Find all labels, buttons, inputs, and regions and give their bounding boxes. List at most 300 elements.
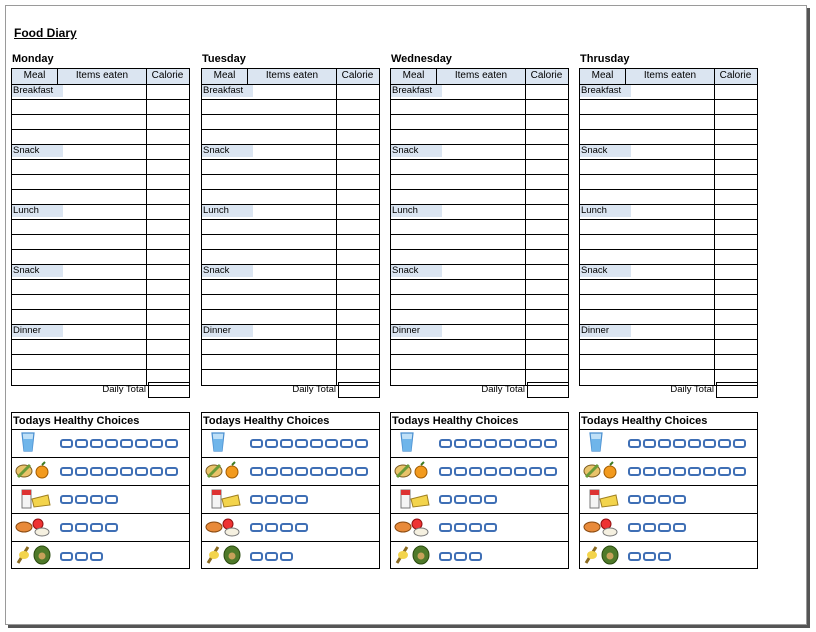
serving-checkbox[interactable] [75, 523, 88, 532]
table-row [391, 130, 568, 145]
serving-checkbox[interactable] [265, 495, 278, 504]
calorie-cell[interactable] [526, 310, 567, 324]
items-cell[interactable] [12, 325, 147, 339]
items-cell[interactable] [12, 355, 147, 369]
table-header [202, 69, 379, 85]
serving-checkbox[interactable] [454, 495, 467, 504]
calorie-cell[interactable] [526, 115, 567, 129]
serving-checkbox[interactable] [484, 495, 497, 504]
calorie-cell[interactable] [337, 355, 378, 369]
fruit-vegetable-icon [580, 459, 628, 485]
serving-checkbox[interactable] [60, 523, 73, 532]
table-row [12, 115, 189, 130]
serving-checkbox[interactable] [250, 495, 263, 504]
daily-total-box[interactable] [148, 382, 190, 398]
serving-checkbox[interactable] [454, 523, 467, 532]
serving-checkbox[interactable] [120, 439, 133, 448]
serving-checkbox[interactable] [295, 467, 308, 476]
calorie-cell[interactable] [337, 85, 378, 99]
calorie-cell[interactable] [337, 310, 378, 324]
serving-checkbox[interactable] [340, 439, 353, 448]
calorie-cell[interactable] [147, 160, 188, 174]
items-cell[interactable] [391, 295, 526, 309]
serving-checkbox[interactable] [529, 439, 542, 448]
serving-checkbox[interactable] [658, 552, 671, 561]
items-cell[interactable] [580, 145, 715, 159]
serving-checkbox[interactable] [280, 552, 293, 561]
items-cell[interactable] [580, 250, 715, 264]
checkbox-group [628, 467, 746, 476]
calorie-cell[interactable] [715, 190, 756, 204]
items-cell[interactable] [391, 190, 526, 204]
items-cell[interactable] [202, 145, 337, 159]
items-cell[interactable] [202, 250, 337, 264]
serving-checkbox[interactable] [75, 552, 88, 561]
items-cell[interactable] [580, 175, 715, 189]
items-cell[interactable] [391, 355, 526, 369]
items-cell[interactable] [391, 100, 526, 114]
serving-checkbox[interactable] [628, 467, 641, 476]
calorie-cell[interactable] [337, 250, 378, 264]
items-header: Items eaten [248, 69, 337, 84]
items-cell[interactable] [12, 250, 147, 264]
serving-checkbox[interactable] [310, 467, 323, 476]
items-cell[interactable] [202, 340, 337, 354]
serving-checkbox[interactable] [75, 439, 88, 448]
items-cell[interactable] [12, 220, 147, 234]
serving-checkbox[interactable] [325, 439, 338, 448]
serving-checkbox[interactable] [673, 523, 686, 532]
items-cell[interactable] [202, 220, 337, 234]
serving-checkbox[interactable] [250, 439, 263, 448]
calorie-cell[interactable] [715, 175, 756, 189]
table-row [202, 340, 379, 355]
serving-checkbox[interactable] [469, 439, 482, 448]
serving-checkbox[interactable] [733, 467, 746, 476]
items-cell[interactable] [202, 310, 337, 324]
serving-checkbox[interactable] [135, 439, 148, 448]
serving-checkbox[interactable] [75, 495, 88, 504]
calorie-cell[interactable] [715, 295, 756, 309]
serving-checkbox[interactable] [75, 467, 88, 476]
serving-checkbox[interactable] [250, 467, 263, 476]
calorie-cell[interactable] [526, 325, 567, 339]
calorie-cell[interactable] [147, 205, 188, 219]
calorie-cell[interactable] [337, 160, 378, 174]
serving-checkbox[interactable] [280, 495, 293, 504]
meal-table [390, 68, 569, 386]
items-cell[interactable] [12, 190, 147, 204]
items-cell[interactable] [12, 280, 147, 294]
items-cell[interactable] [12, 265, 147, 279]
table-row [202, 280, 379, 295]
table-row [580, 115, 757, 130]
serving-checkbox[interactable] [295, 495, 308, 504]
serving-checkbox[interactable] [105, 495, 118, 504]
serving-checkbox[interactable] [60, 439, 73, 448]
items-cell[interactable] [580, 190, 715, 204]
items-cell[interactable] [391, 205, 526, 219]
items-cell[interactable] [202, 115, 337, 129]
serving-checkbox[interactable] [105, 523, 118, 532]
serving-checkbox[interactable] [628, 552, 641, 561]
serving-checkbox[interactable] [673, 495, 686, 504]
serving-checkbox[interactable] [643, 523, 656, 532]
items-cell[interactable] [391, 340, 526, 354]
calorie-cell[interactable] [147, 340, 188, 354]
calorie-cell[interactable] [715, 85, 756, 99]
serving-checkbox[interactable] [529, 467, 542, 476]
checkbox-group [60, 495, 118, 504]
serving-checkbox[interactable] [439, 439, 452, 448]
items-cell[interactable] [202, 265, 337, 279]
meal-label: Breakfast [202, 85, 253, 97]
calorie-cell[interactable] [526, 160, 567, 174]
items-cell[interactable] [580, 355, 715, 369]
items-cell[interactable] [202, 235, 337, 249]
serving-checkbox[interactable] [643, 467, 656, 476]
calorie-cell[interactable] [147, 265, 188, 279]
serving-checkbox[interactable] [150, 439, 163, 448]
calorie-cell[interactable] [715, 100, 756, 114]
calorie-cell[interactable] [715, 265, 756, 279]
items-cell[interactable] [391, 250, 526, 264]
items-cell[interactable] [12, 205, 147, 219]
meal-label: Lunch [391, 205, 442, 217]
serving-checkbox[interactable] [60, 495, 73, 504]
calorie-cell[interactable] [526, 250, 567, 264]
calorie-cell[interactable] [147, 280, 188, 294]
calorie-cell[interactable] [526, 130, 567, 144]
items-cell[interactable] [580, 100, 715, 114]
calorie-cell[interactable] [526, 220, 567, 234]
table-row [580, 85, 757, 100]
serving-checkbox[interactable] [658, 495, 671, 504]
calorie-cell[interactable] [147, 235, 188, 249]
items-cell[interactable] [580, 235, 715, 249]
calorie-cell[interactable] [337, 280, 378, 294]
checkbox-group [60, 552, 103, 561]
serving-checkbox[interactable] [90, 439, 103, 448]
calorie-cell[interactable] [337, 190, 378, 204]
calorie-cell[interactable] [715, 220, 756, 234]
calorie-cell[interactable] [147, 100, 188, 114]
items-cell[interactable] [202, 295, 337, 309]
serving-checkbox[interactable] [120, 467, 133, 476]
serving-checkbox[interactable] [673, 467, 686, 476]
calorie-cell[interactable] [147, 85, 188, 99]
healthy-choices-title: Todays Healthy Choices [391, 413, 568, 430]
calorie-cell[interactable] [526, 340, 567, 354]
calorie-cell[interactable] [715, 160, 756, 174]
serving-checkbox[interactable] [439, 552, 452, 561]
serving-checkbox[interactable] [295, 439, 308, 448]
serving-checkbox[interactable] [265, 467, 278, 476]
serving-checkbox[interactable] [310, 439, 323, 448]
daily-total-label: Daily Total [670, 384, 714, 395]
serving-checkbox[interactable] [280, 439, 293, 448]
serving-checkbox[interactable] [454, 552, 467, 561]
serving-checkbox[interactable] [90, 552, 103, 561]
calorie-cell[interactable] [715, 130, 756, 144]
serving-checkbox[interactable] [628, 523, 641, 532]
serving-checkbox[interactable] [499, 467, 512, 476]
serving-checkbox[interactable] [355, 439, 368, 448]
calorie-cell[interactable] [147, 130, 188, 144]
calorie-cell[interactable] [337, 235, 378, 249]
calorie-cell[interactable] [526, 85, 567, 99]
items-cell[interactable] [12, 295, 147, 309]
items-cell[interactable] [580, 160, 715, 174]
items-cell[interactable] [391, 130, 526, 144]
items-cell[interactable] [391, 145, 526, 159]
table-row [12, 250, 189, 265]
items-cell[interactable] [391, 265, 526, 279]
items-cell[interactable] [580, 325, 715, 339]
calorie-cell[interactable] [147, 250, 188, 264]
serving-checkbox[interactable] [325, 467, 338, 476]
calorie-cell[interactable] [526, 205, 567, 219]
serving-checkbox[interactable] [484, 467, 497, 476]
serving-checkbox[interactable] [439, 495, 452, 504]
daily-total-box[interactable] [527, 382, 569, 398]
serving-checkbox[interactable] [295, 523, 308, 532]
serving-checkbox[interactable] [688, 467, 701, 476]
items-cell[interactable] [202, 190, 337, 204]
daily-total-box[interactable] [338, 382, 380, 398]
serving-checkbox[interactable] [703, 439, 716, 448]
serving-checkbox[interactable] [439, 523, 452, 532]
serving-checkbox[interactable] [280, 523, 293, 532]
serving-checkbox[interactable] [454, 439, 467, 448]
items-cell[interactable] [580, 205, 715, 219]
serving-checkbox[interactable] [514, 439, 527, 448]
calorie-cell[interactable] [147, 310, 188, 324]
serving-checkbox[interactable] [165, 467, 178, 476]
meal-label: Lunch [202, 205, 253, 217]
serving-checkbox[interactable] [90, 495, 103, 504]
calorie-cell[interactable] [526, 145, 567, 159]
items-cell[interactable] [202, 160, 337, 174]
calorie-cell[interactable] [715, 145, 756, 159]
calorie-cell[interactable] [147, 145, 188, 159]
calorie-cell[interactable] [337, 340, 378, 354]
serving-checkbox[interactable] [90, 467, 103, 476]
calorie-cell[interactable] [526, 355, 567, 369]
serving-checkbox[interactable] [544, 467, 557, 476]
items-cell[interactable] [391, 175, 526, 189]
serving-checkbox[interactable] [688, 439, 701, 448]
serving-checkbox[interactable] [90, 523, 103, 532]
serving-checkbox[interactable] [733, 439, 746, 448]
calorie-cell[interactable] [715, 355, 756, 369]
table-row [202, 85, 379, 100]
calorie-cell[interactable] [337, 115, 378, 129]
serving-checkbox[interactable] [469, 495, 482, 504]
calorie-cell[interactable] [147, 295, 188, 309]
calorie-cell[interactable] [715, 280, 756, 294]
daily-total [11, 382, 190, 398]
table-row [391, 325, 568, 340]
items-cell[interactable] [12, 130, 147, 144]
items-cell[interactable] [580, 265, 715, 279]
items-cell[interactable] [580, 280, 715, 294]
items-cell[interactable] [580, 85, 715, 99]
calorie-cell[interactable] [147, 325, 188, 339]
items-cell[interactable] [580, 130, 715, 144]
serving-checkbox[interactable] [265, 552, 278, 561]
items-cell[interactable] [580, 220, 715, 234]
calorie-cell[interactable] [337, 295, 378, 309]
healthy-row [12, 542, 189, 570]
serving-checkbox[interactable] [340, 467, 353, 476]
serving-checkbox[interactable] [643, 552, 656, 561]
table-row [580, 355, 757, 370]
calorie-cell[interactable] [337, 265, 378, 279]
serving-checkbox[interactable] [718, 467, 731, 476]
healthy-row [580, 486, 757, 514]
serving-checkbox[interactable] [658, 439, 671, 448]
calorie-cell[interactable] [337, 130, 378, 144]
table-row [580, 175, 757, 190]
fruit-vegetable-icon [12, 459, 60, 485]
serving-checkbox[interactable] [514, 467, 527, 476]
items-cell[interactable] [391, 85, 526, 99]
calorie-cell[interactable] [715, 250, 756, 264]
daily-total-box[interactable] [716, 382, 758, 398]
calorie-cell[interactable] [147, 220, 188, 234]
calorie-cell[interactable] [715, 340, 756, 354]
serving-checkbox[interactable] [280, 467, 293, 476]
serving-checkbox[interactable] [135, 467, 148, 476]
serving-checkbox[interactable] [439, 467, 452, 476]
serving-checkbox[interactable] [250, 523, 263, 532]
calorie-cell[interactable] [715, 115, 756, 129]
items-cell[interactable] [580, 310, 715, 324]
serving-checkbox[interactable] [484, 523, 497, 532]
items-cell[interactable] [12, 145, 147, 159]
items-cell[interactable] [12, 310, 147, 324]
items-cell[interactable] [391, 325, 526, 339]
calorie-cell[interactable] [337, 325, 378, 339]
serving-checkbox[interactable] [60, 467, 73, 476]
serving-checkbox[interactable] [469, 552, 482, 561]
items-cell[interactable] [580, 340, 715, 354]
serving-checkbox[interactable] [643, 495, 656, 504]
items-cell[interactable] [202, 100, 337, 114]
water-glass-icon [202, 431, 250, 457]
calorie-cell[interactable] [337, 145, 378, 159]
serving-checkbox[interactable] [484, 439, 497, 448]
items-cell[interactable] [202, 280, 337, 294]
serving-checkbox[interactable] [628, 495, 641, 504]
items-cell[interactable] [12, 100, 147, 114]
serving-checkbox[interactable] [454, 467, 467, 476]
calorie-cell[interactable] [147, 190, 188, 204]
serving-checkbox[interactable] [673, 439, 686, 448]
calorie-cell[interactable] [337, 205, 378, 219]
items-cell[interactable] [202, 325, 337, 339]
calorie-cell[interactable] [526, 265, 567, 279]
items-cell[interactable] [202, 175, 337, 189]
serving-checkbox[interactable] [658, 467, 671, 476]
calorie-cell[interactable] [715, 235, 756, 249]
items-cell[interactable] [12, 175, 147, 189]
calorie-cell[interactable] [526, 280, 567, 294]
calorie-cell[interactable] [337, 220, 378, 234]
items-cell[interactable] [202, 355, 337, 369]
water-glass-icon [391, 431, 439, 457]
calorie-cell[interactable] [715, 205, 756, 219]
calorie-cell[interactable] [526, 295, 567, 309]
items-cell[interactable] [580, 295, 715, 309]
serving-checkbox[interactable] [544, 439, 557, 448]
items-cell[interactable] [580, 115, 715, 129]
serving-checkbox[interactable] [469, 523, 482, 532]
items-cell[interactable] [12, 85, 147, 99]
serving-checkbox[interactable] [60, 552, 73, 561]
items-cell[interactable] [202, 130, 337, 144]
calorie-cell[interactable] [147, 355, 188, 369]
items-cell[interactable] [12, 235, 147, 249]
serving-checkbox[interactable] [718, 439, 731, 448]
serving-checkbox[interactable] [165, 439, 178, 448]
items-cell[interactable] [12, 160, 147, 174]
calorie-cell[interactable] [715, 325, 756, 339]
serving-checkbox[interactable] [643, 439, 656, 448]
calorie-cell[interactable] [526, 175, 567, 189]
serving-checkbox[interactable] [499, 439, 512, 448]
serving-checkbox[interactable] [150, 467, 163, 476]
items-cell[interactable] [391, 235, 526, 249]
serving-checkbox[interactable] [105, 467, 118, 476]
items-cell[interactable] [202, 85, 337, 99]
table-header [12, 69, 189, 85]
healthy-choices-title: Todays Healthy Choices [12, 413, 189, 430]
serving-checkbox[interactable] [105, 439, 118, 448]
items-cell[interactable] [391, 310, 526, 324]
serving-checkbox[interactable] [658, 523, 671, 532]
calorie-cell[interactable] [526, 190, 567, 204]
serving-checkbox[interactable] [628, 439, 641, 448]
items-cell[interactable] [391, 220, 526, 234]
serving-checkbox[interactable] [703, 467, 716, 476]
calorie-cell[interactable] [147, 175, 188, 189]
items-cell[interactable] [391, 280, 526, 294]
serving-checkbox[interactable] [355, 467, 368, 476]
items-cell[interactable] [202, 205, 337, 219]
items-cell[interactable] [12, 115, 147, 129]
calorie-cell[interactable] [526, 100, 567, 114]
serving-checkbox[interactable] [469, 467, 482, 476]
checkbox-group [250, 467, 368, 476]
serving-checkbox[interactable] [250, 552, 263, 561]
serving-checkbox[interactable] [265, 523, 278, 532]
calorie-cell[interactable] [526, 235, 567, 249]
calorie-cell[interactable] [337, 175, 378, 189]
calorie-cell[interactable] [337, 100, 378, 114]
checkbox-group [60, 439, 178, 448]
items-cell[interactable] [12, 340, 147, 354]
items-cell[interactable] [391, 115, 526, 129]
serving-checkbox[interactable] [265, 439, 278, 448]
healthy-choices-panel [579, 412, 758, 569]
calorie-cell[interactable] [715, 310, 756, 324]
items-cell[interactable] [391, 160, 526, 174]
calorie-cell[interactable] [147, 115, 188, 129]
table-row [391, 145, 568, 160]
checkbox-group [439, 439, 557, 448]
